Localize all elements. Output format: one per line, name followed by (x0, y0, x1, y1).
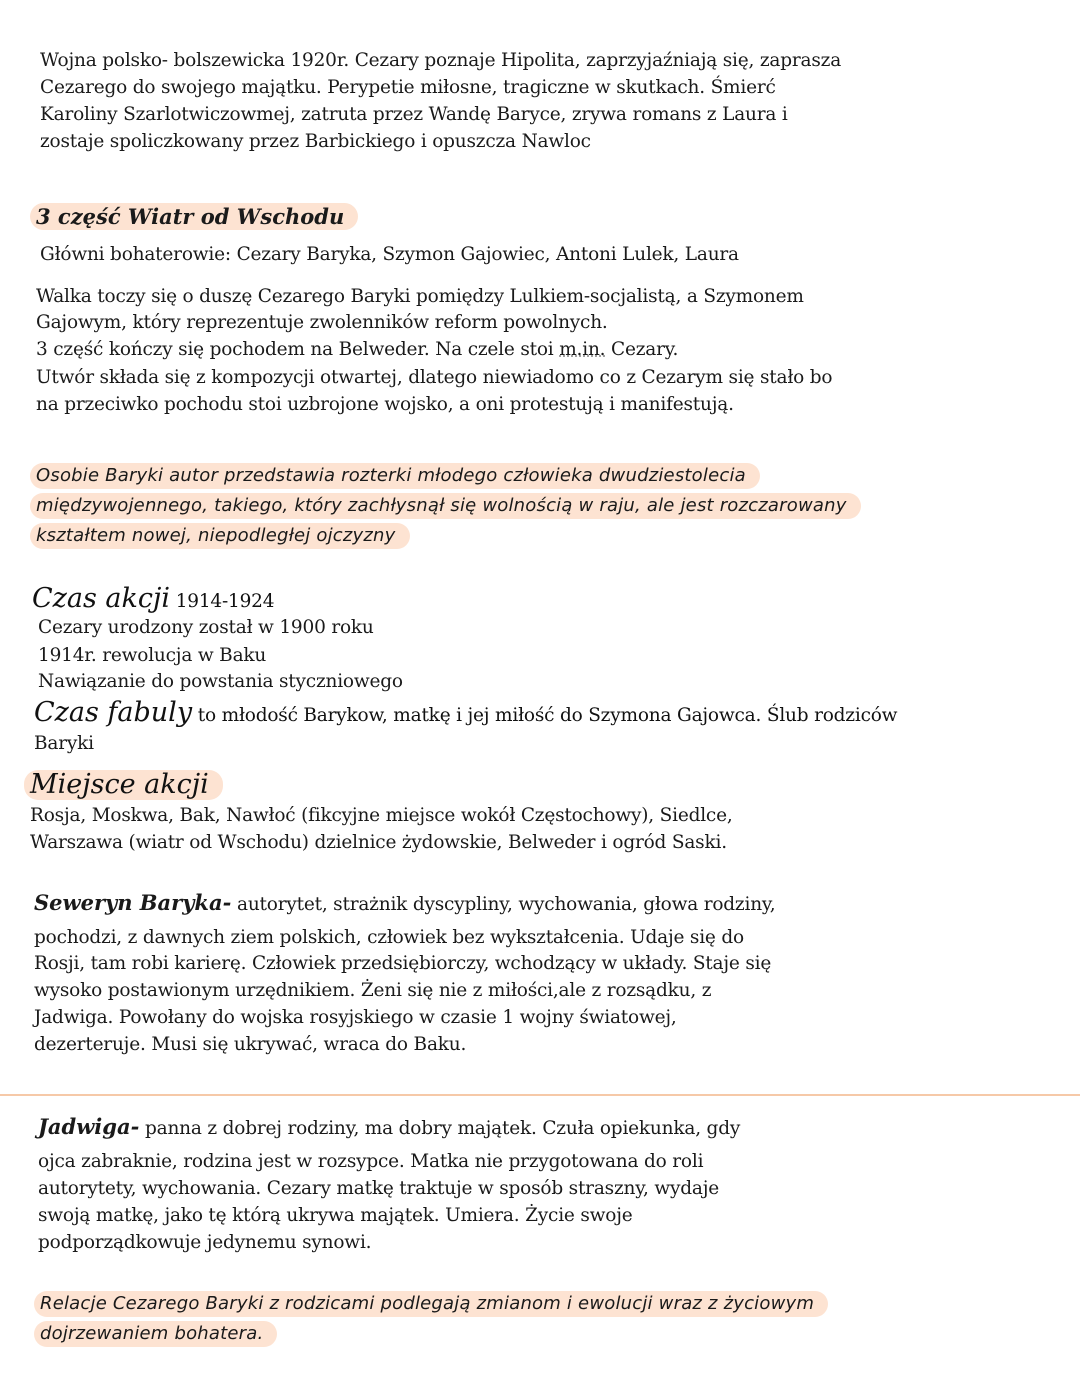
highlight-line: Osobie Baryki autor przedstawia rozterki młodego człowieka dwudziestolecia (30, 463, 760, 489)
highlight-line: międzywojennego, takiego, który zachłysnął się wolnością w raju, ale jest rozczarowany (30, 493, 861, 519)
text-line: Jadwiga. Powołany do wojska rosyjskiego w czasie 1 wojny światowej, (34, 1007, 677, 1028)
plot-text: to młodość Barykow, matkę i jej miłość do Szymona Gajowca. Ślub rodziców (192, 705, 898, 726)
text-line: Wojna polsko- bolszewicka 1920r. Cezary poznaje Hipolita, zaprzyjaźniają się, zaprasza (40, 50, 842, 71)
text-line: na przeciwko pochodu stoi uzbrojone wojsko, a oni protestują i manifestują. (36, 394, 734, 415)
text-line: dezerteruje. Musi się ukrywać, wraca do Baku. (34, 1034, 467, 1055)
seweryn-heading (34, 889, 775, 918)
text-line: wysoko postawionym urzędnikiem. Żeni się nie z miłości,ale z rozsądku, z (34, 980, 712, 1001)
seweryn-name: Seweryn Baryka- (34, 890, 232, 915)
highlight-line: dojrzewaniem bohatera. (34, 1321, 277, 1347)
characters-line: Główni bohaterowie: Cezary Baryka, Szymon Gajowiec, Antoni Lulek, Laura (40, 244, 739, 265)
text-line: autorytety, wychowania. Cezary matkę traktuje w sposób straszny, wydaje (38, 1178, 720, 1199)
text: 3 część kończy się pochodem na Belweder. Na czele stoi (36, 339, 560, 360)
jadwiga-name: Jadwiga- (38, 1114, 140, 1139)
time-of-action (32, 584, 274, 617)
text-line: Nawiązanie do powstania styczniowego (38, 671, 403, 692)
jadwiga-heading (38, 1113, 740, 1142)
abbreviation: m.in. (559, 339, 606, 360)
text-line: Walka toczy się o duszę Cezarego Baryki pomiędzy Lulkiem-socjalistą, a Szymonem (36, 286, 804, 307)
plot-time (34, 698, 897, 731)
part3-heading: 3 część Wiatr od Wschodu (30, 203, 358, 230)
text-line: swoją matkę, jako tę którą ukrywa majątek. Umiera. Życie swoje (38, 1205, 633, 1226)
text-line: Warszawa (wiatr od Wschodu) dzielnice żydowskie, Belweder i ogród Saski. (30, 832, 727, 853)
text-line: Gajowym, który reprezentuje zwolenników reform powolnych. (36, 312, 608, 333)
text-line: Rosja, Moskwa, Bak, Nawłoć (fikcyjne miejsce wokół Częstochowy), Siedlce, (30, 805, 733, 826)
text-line: ojca zabraknie, rodzina jest w rozsypce. Matka nie przygotowana do roli (38, 1151, 704, 1172)
plot-label: Czas fabuly (34, 697, 193, 728)
text-line: podporządkowuje jedynemu synowi. (38, 1232, 372, 1253)
text-line: pochodzi, z dawnych ziem polskich, człowiek bez wykształcenia. Udaje się do (34, 927, 744, 948)
text: panna z dobrej rodziny, ma dobry majątek. Czuła opiekunka, gdy (139, 1118, 741, 1139)
text-line: Cezary urodzony został w 1900 roku (38, 617, 374, 638)
text-line: 1914r. rewolucja w Baku (38, 645, 267, 666)
text-line (36, 336, 678, 363)
time-value: 1914-1924 (170, 591, 275, 612)
text-line: Baryki (34, 733, 94, 754)
text-line: zostaje spoliczkowany przez Barbickiego i opuszcza Nawloc (40, 131, 591, 152)
text: Cezary. (605, 339, 679, 360)
highlight-line: Relacje Cezarego Baryki z rodzicami podlegają zmianom i ewolucji wraz z życiowym (34, 1291, 828, 1317)
text-line: Karoliny Szarlotwiczowmej, zatruta przez Wandę Baryce, zrywa romans z Laura i (40, 104, 788, 125)
section-divider (0, 1094, 1080, 1096)
place-label: Miejsce akcji (24, 770, 223, 800)
text-line: Utwór składa się z kompozycji otwartej, dlatego niewiadomo co z Cezarym się stało bo (36, 367, 833, 388)
text: autorytet, strażnik dyscypliny, wychowania, głowa rodziny, (231, 894, 776, 915)
text-line: Cezarego do swojego majątku. Perypetie miłosne, tragiczne w skutkach. Śmierć (40, 77, 776, 98)
time-label: Czas akcji (32, 583, 171, 614)
highlight-line: kształtem nowej, niepodległej ojczyzny (30, 523, 410, 549)
text-line: Rosji, tam robi karierę. Człowiek przedsiębiorczy, wchodzący w układy. Staje się (34, 953, 772, 974)
